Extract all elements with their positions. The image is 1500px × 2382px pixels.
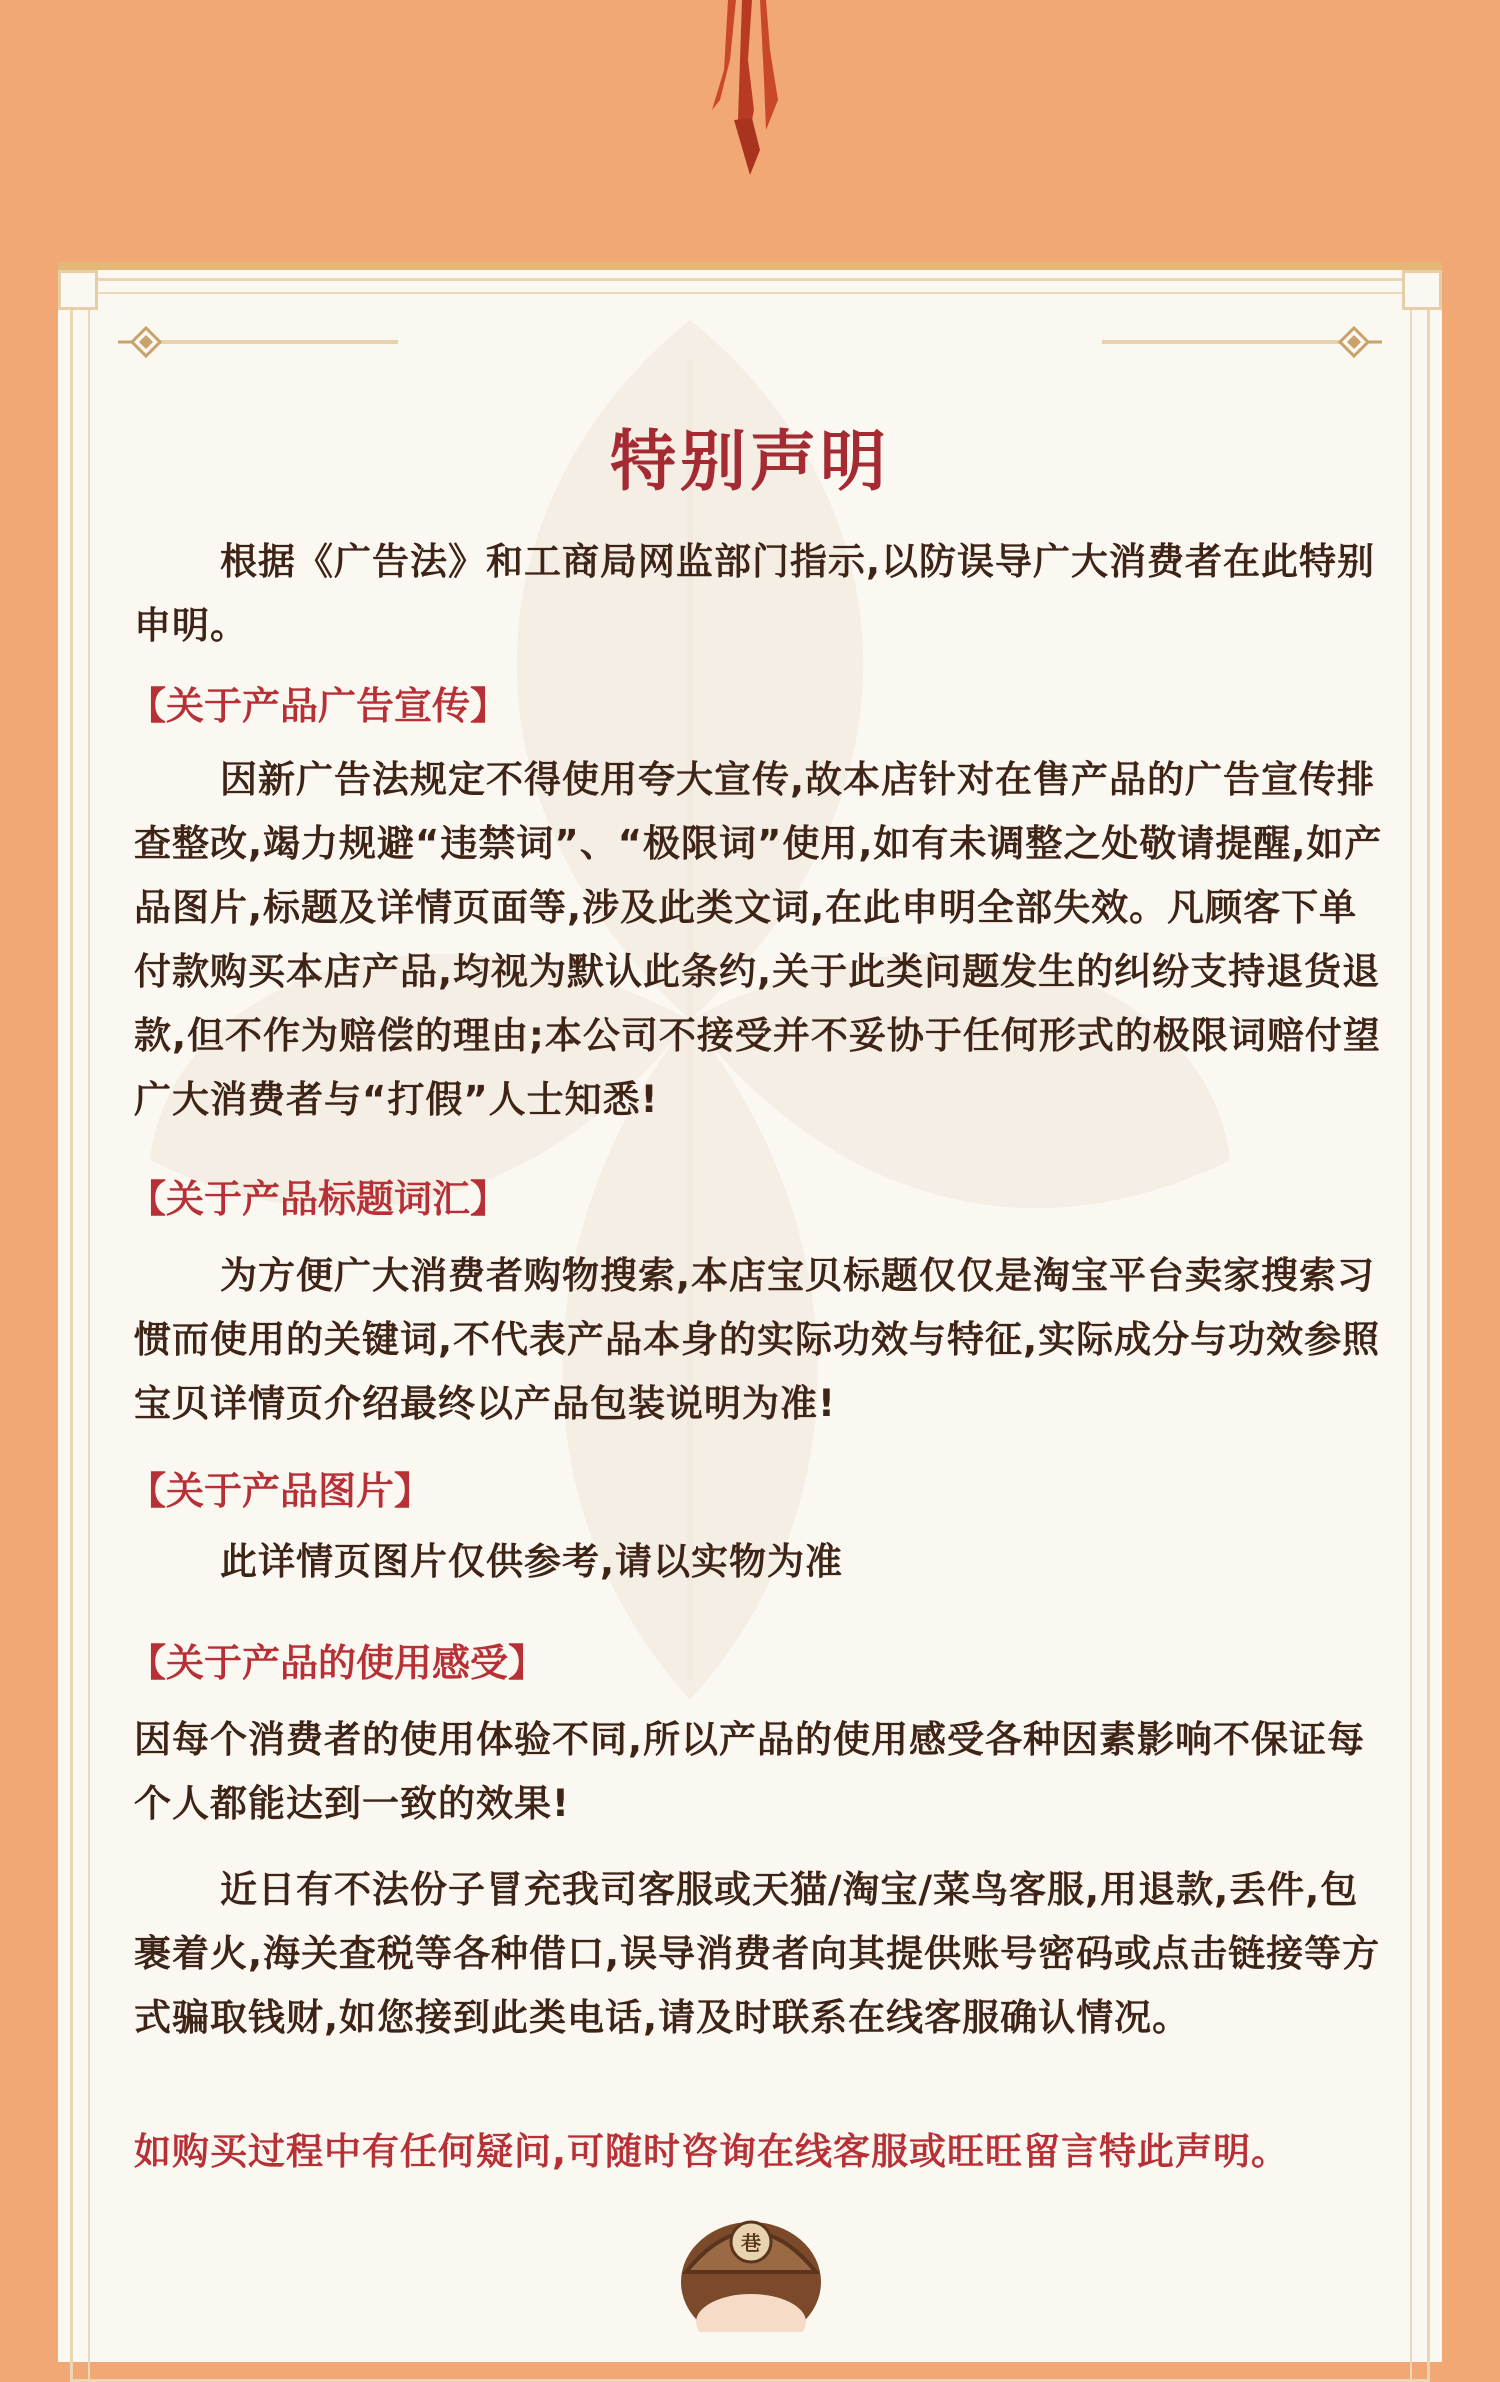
- intro-paragraph: 根据《广告法》和工商局网监部门指示,以防误导广大消费者在此特别申明。: [134, 540, 1376, 647]
- section-body-title-words: 为方便广大消费者购物搜索,本店宝贝标题仅仅是淘宝平台卖家搜索习惯而使用的关键词,不代表产品本身的实际功效与特征,实际成分与功效参照宝贝详情页介绍最终以产品包装说明为准!: [134, 1254, 1381, 1425]
- section-body-images: 此详情页图片仅供参考,请以实物为准: [220, 1540, 844, 1583]
- mascot-badge-text: 巷: [741, 2231, 761, 2255]
- corner-ornament-right: [1402, 270, 1442, 310]
- closing-statement: 如购买过程中有任何疑问,可随时咨询在线客服或旺旺留言特此声明。: [134, 2130, 1290, 2173]
- page-title: 特别声明: [610, 423, 890, 500]
- section-body-usage: 因每个消费者的使用体验不同,所以产品的使用感受各种因素影响不保证每个人都能达到一致的效果!: [134, 1718, 1366, 1825]
- section-heading-advertising: 【关于产品广告宣传】: [128, 684, 509, 728]
- section-heading-usage: 【关于产品的使用感受】: [128, 1641, 547, 1685]
- section-heading-images: 【关于产品图片】: [128, 1469, 433, 1513]
- mascot-avatar-icon: [676, 2192, 826, 2332]
- fraud-warning-paragraph: 近日有不法份子冒充我司客服或天猫/淘宝/菜鸟客服,用退款,丢件,包裹着火,海关查税等各种借口,误导消费者向其提供账号密码或点击链接等方式骗取钱财,如您接到此类电话,请及时联系在线客服确认情况。: [134, 1868, 1381, 2039]
- corner-ornament-left: [58, 270, 98, 310]
- tassel-decoration: [690, 0, 810, 180]
- section-heading-title-words: 【关于产品标题词汇】: [128, 1177, 509, 1221]
- section-body-advertising: 因新广告法规定不得使用夸大宣传,故本店针对在售产品的广告宣传排查整改,竭力规避“违禁词”、“极限词”使用,如有未调整之处敬请提醒,如产品图片,标题及详情页面等,涉及此类文词,在此申明全部失效。凡顾客下单付款购买本店产品,均视为默认此条约,关于此类问题发生的纠纷支持退货退款,但不作为赔偿的理由;本公司不接受并不妥协于任何形式的极限词赔付望广大消费者与“打假”人士知悉!: [134, 758, 1383, 1121]
